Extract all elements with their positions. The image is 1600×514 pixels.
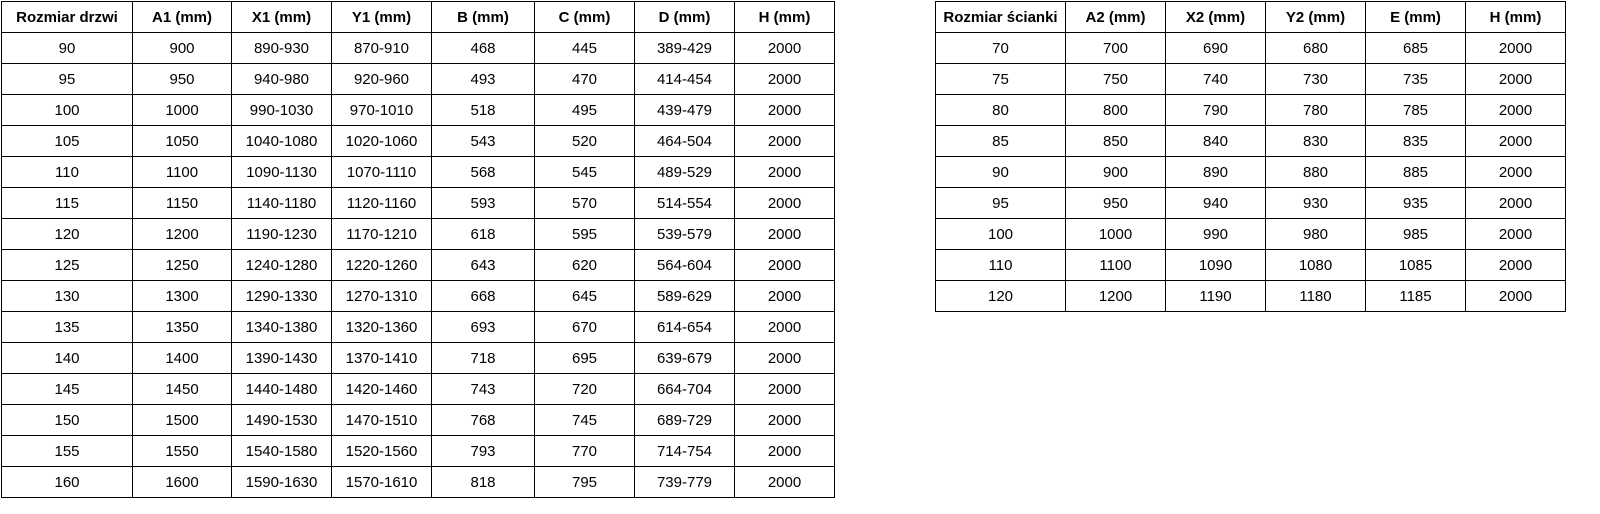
table-cell: 885 — [1366, 157, 1466, 188]
table-cell: 439-479 — [635, 95, 735, 126]
table-cell: 890 — [1166, 157, 1266, 188]
table-cell: 830 — [1266, 126, 1366, 157]
table-cell: 389-429 — [635, 33, 735, 64]
table-cell: 950 — [1066, 188, 1166, 219]
table-cell: 564-604 — [635, 250, 735, 281]
table-cell: 950 — [133, 64, 232, 95]
table-cell: 2000 — [735, 436, 835, 467]
table-cell: 735 — [1366, 64, 1466, 95]
table-cell: 1080 — [1266, 250, 1366, 281]
table-cell: 1390-1430 — [232, 343, 332, 374]
table-cell: 140 — [2, 343, 133, 374]
table-cell: 135 — [2, 312, 133, 343]
table-cell: 160 — [2, 467, 133, 498]
table-cell: 1140-1180 — [232, 188, 332, 219]
table-cell: 730 — [1266, 64, 1366, 95]
column-header: Rozmiar drzwi — [2, 2, 133, 33]
table-cell: 740 — [1166, 64, 1266, 95]
table-cell: 940-980 — [232, 64, 332, 95]
column-header: B (mm) — [432, 2, 535, 33]
table-cell: 940 — [1166, 188, 1266, 219]
door-sizes-table — [1, 1, 835, 498]
table-row — [2, 95, 835, 126]
table-cell: 770 — [535, 436, 635, 467]
table-cell: 1120-1160 — [332, 188, 432, 219]
table-cell: 1050 — [133, 126, 232, 157]
table-cell: 664-704 — [635, 374, 735, 405]
table-cell: 745 — [535, 405, 635, 436]
table-cell: 470 — [535, 64, 635, 95]
table-cell: 1100 — [1066, 250, 1166, 281]
table-cell: 1000 — [133, 95, 232, 126]
table-cell: 545 — [535, 157, 635, 188]
table-cell: 2000 — [735, 126, 835, 157]
table-row — [936, 157, 1566, 188]
table-cell: 543 — [432, 126, 535, 157]
table-cell: 95 — [936, 188, 1066, 219]
table-row — [2, 405, 835, 436]
table-cell: 700 — [1066, 33, 1166, 64]
table-cell: 980 — [1266, 219, 1366, 250]
table-cell: 1590-1630 — [232, 467, 332, 498]
table-cell: 793 — [432, 436, 535, 467]
table-cell: 1220-1260 — [332, 250, 432, 281]
table-cell: 685 — [1366, 33, 1466, 64]
table-cell: 493 — [432, 64, 535, 95]
wall-sizes-table — [935, 1, 1566, 312]
table-cell: 1340-1380 — [232, 312, 332, 343]
column-header: X2 (mm) — [1166, 2, 1266, 33]
table-cell: 1350 — [133, 312, 232, 343]
table-cell: 2000 — [1466, 157, 1566, 188]
table-cell: 695 — [535, 343, 635, 374]
table-cell: 689-729 — [635, 405, 735, 436]
table-cell: 1490-1530 — [232, 405, 332, 436]
table-cell: 445 — [535, 33, 635, 64]
table-cell: 1570-1610 — [332, 467, 432, 498]
table-cell: 768 — [432, 405, 535, 436]
table-cell: 1190-1230 — [232, 219, 332, 250]
table-row — [2, 33, 835, 64]
table-cell: 930 — [1266, 188, 1366, 219]
table-cell: 1090-1130 — [232, 157, 332, 188]
table-cell: 105 — [2, 126, 133, 157]
table-row — [2, 343, 835, 374]
table-cell: 639-679 — [635, 343, 735, 374]
table-cell: 2000 — [1466, 95, 1566, 126]
column-header: C (mm) — [535, 2, 635, 33]
table-cell: 495 — [535, 95, 635, 126]
table-cell: 1250 — [133, 250, 232, 281]
table-cell: 130 — [2, 281, 133, 312]
table-cell: 990 — [1166, 219, 1266, 250]
table-cell: 1470-1510 — [332, 405, 432, 436]
table-row — [2, 188, 835, 219]
table-cell: 489-529 — [635, 157, 735, 188]
column-header: H (mm) — [735, 2, 835, 33]
table-cell: 785 — [1366, 95, 1466, 126]
table-row — [936, 95, 1566, 126]
table-cell: 464-504 — [635, 126, 735, 157]
table-cell: 718 — [432, 343, 535, 374]
column-header: A1 (mm) — [133, 2, 232, 33]
table-cell: 2000 — [1466, 250, 1566, 281]
table-cell: 780 — [1266, 95, 1366, 126]
table-cell: 970-1010 — [332, 95, 432, 126]
table-cell: 1290-1330 — [232, 281, 332, 312]
table-row — [2, 157, 835, 188]
table-cell: 518 — [432, 95, 535, 126]
table-cell: 155 — [2, 436, 133, 467]
table-row — [936, 33, 1566, 64]
table-cell: 645 — [535, 281, 635, 312]
table-row — [2, 436, 835, 467]
table-cell: 70 — [936, 33, 1066, 64]
table-row — [936, 219, 1566, 250]
table-cell: 2000 — [735, 343, 835, 374]
table-cell: 790 — [1166, 95, 1266, 126]
table-cell: 568 — [432, 157, 535, 188]
table-cell: 2000 — [1466, 64, 1566, 95]
table-cell: 1240-1280 — [232, 250, 332, 281]
column-header: D (mm) — [635, 2, 735, 33]
table-cell: 95 — [2, 64, 133, 95]
table-cell: 668 — [432, 281, 535, 312]
table-cell: 890-930 — [232, 33, 332, 64]
table-row — [936, 126, 1566, 157]
table-cell: 85 — [936, 126, 1066, 157]
table-cell: 2000 — [1466, 126, 1566, 157]
table-cell: 985 — [1366, 219, 1466, 250]
table-cell: 570 — [535, 188, 635, 219]
table-cell: 1000 — [1066, 219, 1166, 250]
table-cell: 714-754 — [635, 436, 735, 467]
table-cell: 643 — [432, 250, 535, 281]
table-cell: 1090 — [1166, 250, 1266, 281]
table-cell: 1190 — [1166, 281, 1266, 312]
table-cell: 800 — [1066, 95, 1166, 126]
table-cell: 120 — [2, 219, 133, 250]
table-cell: 1270-1310 — [332, 281, 432, 312]
table-cell: 680 — [1266, 33, 1366, 64]
table-row — [936, 188, 1566, 219]
table-cell: 720 — [535, 374, 635, 405]
table-cell: 539-579 — [635, 219, 735, 250]
column-header: Y2 (mm) — [1266, 2, 1366, 33]
table-cell: 80 — [936, 95, 1066, 126]
table-cell: 1450 — [133, 374, 232, 405]
table-cell: 100 — [2, 95, 133, 126]
table-cell: 1540-1580 — [232, 436, 332, 467]
door-table-header-row — [2, 2, 835, 33]
table-cell: 2000 — [735, 467, 835, 498]
table-cell: 2000 — [735, 250, 835, 281]
table-row — [2, 126, 835, 157]
table-cell: 2000 — [735, 281, 835, 312]
column-header: X1 (mm) — [232, 2, 332, 33]
table-cell: 150 — [2, 405, 133, 436]
table-cell: 743 — [432, 374, 535, 405]
table-cell: 468 — [432, 33, 535, 64]
table-cell: 2000 — [735, 64, 835, 95]
table-row — [936, 281, 1566, 312]
table-cell: 1400 — [133, 343, 232, 374]
table-cell: 145 — [2, 374, 133, 405]
table-cell: 1085 — [1366, 250, 1466, 281]
table-cell: 1100 — [133, 157, 232, 188]
table-cell: 2000 — [735, 312, 835, 343]
table-cell: 670 — [535, 312, 635, 343]
table-cell: 1320-1360 — [332, 312, 432, 343]
table-cell: 1180 — [1266, 281, 1366, 312]
table-cell: 2000 — [735, 374, 835, 405]
table-cell: 900 — [133, 33, 232, 64]
column-header: A2 (mm) — [1066, 2, 1166, 33]
table-cell: 414-454 — [635, 64, 735, 95]
wall-table-header-row — [936, 2, 1566, 33]
table-cell: 620 — [535, 250, 635, 281]
table-cell: 614-654 — [635, 312, 735, 343]
table-cell: 990-1030 — [232, 95, 332, 126]
table-cell: 120 — [936, 281, 1066, 312]
table-cell: 2000 — [735, 157, 835, 188]
table-cell: 2000 — [735, 95, 835, 126]
table-cell: 920-960 — [332, 64, 432, 95]
table-cell: 693 — [432, 312, 535, 343]
column-header: Rozmiar ścianki — [936, 2, 1066, 33]
table-cell: 520 — [535, 126, 635, 157]
table-cell: 2000 — [1466, 188, 1566, 219]
table-cell: 2000 — [735, 188, 835, 219]
table-cell: 1440-1480 — [232, 374, 332, 405]
table-cell: 1070-1110 — [332, 157, 432, 188]
table-row — [936, 250, 1566, 281]
table-cell: 90 — [936, 157, 1066, 188]
table-cell: 514-554 — [635, 188, 735, 219]
table-cell: 589-629 — [635, 281, 735, 312]
table-cell: 840 — [1166, 126, 1266, 157]
table-cell: 110 — [936, 250, 1066, 281]
table-cell: 1550 — [133, 436, 232, 467]
table-cell: 1300 — [133, 281, 232, 312]
table-row — [2, 281, 835, 312]
table-cell: 2000 — [735, 33, 835, 64]
table-cell: 795 — [535, 467, 635, 498]
table-cell: 1020-1060 — [332, 126, 432, 157]
table-row — [2, 312, 835, 343]
table-cell: 2000 — [735, 219, 835, 250]
table-row — [2, 374, 835, 405]
table-cell: 1370-1410 — [332, 343, 432, 374]
table-cell: 115 — [2, 188, 133, 219]
table-cell: 1600 — [133, 467, 232, 498]
table-cell: 90 — [2, 33, 133, 64]
table-cell: 739-779 — [635, 467, 735, 498]
table-row — [2, 250, 835, 281]
column-header: E (mm) — [1366, 2, 1466, 33]
table-cell: 2000 — [1466, 219, 1566, 250]
table-cell: 1420-1460 — [332, 374, 432, 405]
table-cell: 935 — [1366, 188, 1466, 219]
table-cell: 690 — [1166, 33, 1266, 64]
table-cell: 870-910 — [332, 33, 432, 64]
table-cell: 1200 — [133, 219, 232, 250]
table-cell: 110 — [2, 157, 133, 188]
table-cell: 2000 — [1466, 33, 1566, 64]
table-cell: 750 — [1066, 64, 1166, 95]
table-cell: 125 — [2, 250, 133, 281]
table-cell: 618 — [432, 219, 535, 250]
table-cell: 1500 — [133, 405, 232, 436]
table-cell: 595 — [535, 219, 635, 250]
table-cell: 1170-1210 — [332, 219, 432, 250]
table-cell: 1520-1560 — [332, 436, 432, 467]
table-cell: 835 — [1366, 126, 1466, 157]
table-row — [2, 64, 835, 95]
table-row — [2, 219, 835, 250]
table-cell: 2000 — [1466, 281, 1566, 312]
table-cell: 2000 — [735, 405, 835, 436]
table-cell: 818 — [432, 467, 535, 498]
table-cell: 100 — [936, 219, 1066, 250]
column-header: Y1 (mm) — [332, 2, 432, 33]
table-cell: 850 — [1066, 126, 1166, 157]
table-cell: 1200 — [1066, 281, 1166, 312]
table-row — [936, 64, 1566, 95]
column-header: H (mm) — [1466, 2, 1566, 33]
table-row — [2, 467, 835, 498]
table-cell: 900 — [1066, 157, 1166, 188]
table-cell: 1040-1080 — [232, 126, 332, 157]
table-cell: 75 — [936, 64, 1066, 95]
table-cell: 1185 — [1366, 281, 1466, 312]
table-cell: 593 — [432, 188, 535, 219]
table-cell: 1150 — [133, 188, 232, 219]
table-cell: 880 — [1266, 157, 1366, 188]
